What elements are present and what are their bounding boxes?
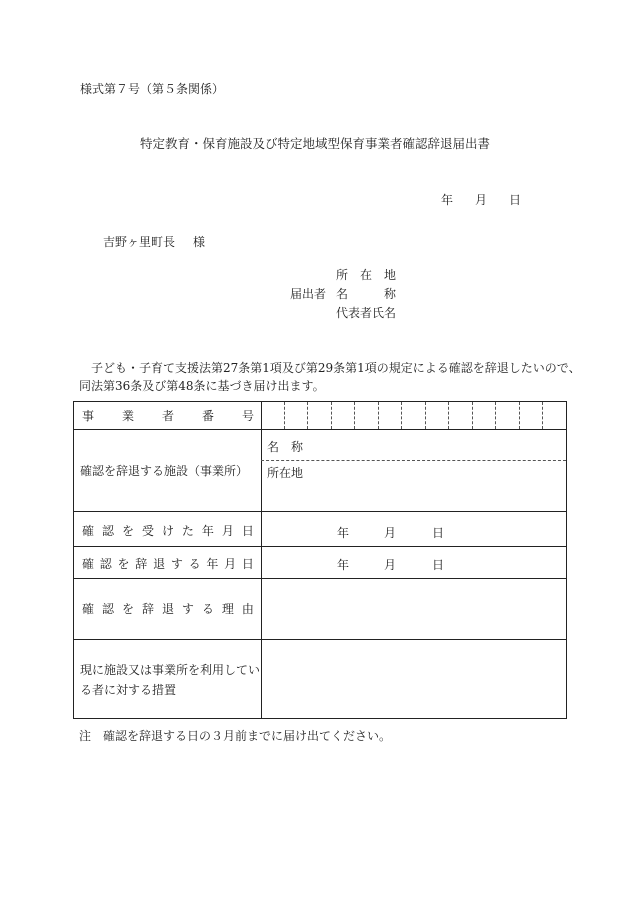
intro-text-line-1: 子ども・子育て支援法第27条第1項及び第29条第1項の規定による確認を辞退したいので、 [91, 361, 581, 375]
digit-box-divider [401, 402, 402, 429]
addressee-name: 吉野ヶ里町長 [103, 235, 176, 249]
withdrawal-date-value: 年 月 日 [337, 558, 445, 572]
row-divider [74, 429, 566, 430]
notifier-address-label: 所 在 地 [336, 268, 397, 282]
date-month-label: 月 [475, 193, 488, 207]
submission-date [441, 194, 543, 206]
confirmed-date-value: 年 月 日 [337, 526, 445, 540]
digit-box-divider [354, 402, 355, 429]
form-number: 様式第７号（第５条関係） [80, 82, 225, 96]
row-divider [74, 546, 566, 547]
digit-box-divider [331, 402, 332, 429]
row-divider [74, 511, 566, 512]
digit-box-divider [425, 402, 426, 429]
measures-label-line-1: 現に施設又は事業所を利用してい [80, 663, 261, 677]
digit-box-divider [542, 402, 543, 429]
confirmed-date-label: 確 認 を 受 け た 年 月 日 [82, 524, 254, 538]
document-title: 特定教育・保育施設及び特定地域型保育事業者確認辞退届出書 [139, 136, 490, 151]
facility-label: 確認を辞退する施設（事業所） [80, 464, 249, 478]
footnote: 注 確認を辞退する日の３月前までに届け出てください。 [79, 729, 392, 743]
row-divider [74, 639, 566, 640]
withdrawal-date-label: 確 認 を 辞 退 す る 年 月 日 [82, 557, 254, 571]
date-day-label: 日 [509, 193, 522, 207]
notifier-label: 届出者 [290, 287, 327, 301]
row-divider [74, 578, 566, 579]
notifier-representative-label: 代表者氏名 [336, 306, 397, 320]
business-number-label: 事 業 者 番 号 [82, 409, 254, 423]
digit-box-divider [378, 402, 379, 429]
date-year-label: 年 [441, 193, 454, 207]
digit-box-divider [307, 402, 308, 429]
notification-form-table [73, 401, 567, 719]
facility-address-label: 所在地 [267, 466, 304, 480]
intro-text-line-2: 同法第36条及び第48条に基づき届け出ます。 [79, 379, 325, 393]
measures-label-line-2: る者に対する措置 [80, 683, 177, 697]
addressee-honorific: 様 [193, 235, 206, 249]
addressee [103, 236, 205, 248]
facility-name-label: 名 称 [267, 440, 304, 454]
digit-box-divider [472, 402, 473, 429]
digit-box-divider [284, 402, 285, 429]
column-divider [261, 402, 262, 718]
digit-box-divider [519, 402, 520, 429]
withdrawal-reason-label: 確 認 を 辞 退 す る 理 由 [82, 602, 254, 616]
digit-box-divider [495, 402, 496, 429]
facility-name-divider [261, 460, 566, 461]
notifier-name-label: 名 称 [336, 287, 397, 301]
digit-box-divider [448, 402, 449, 429]
